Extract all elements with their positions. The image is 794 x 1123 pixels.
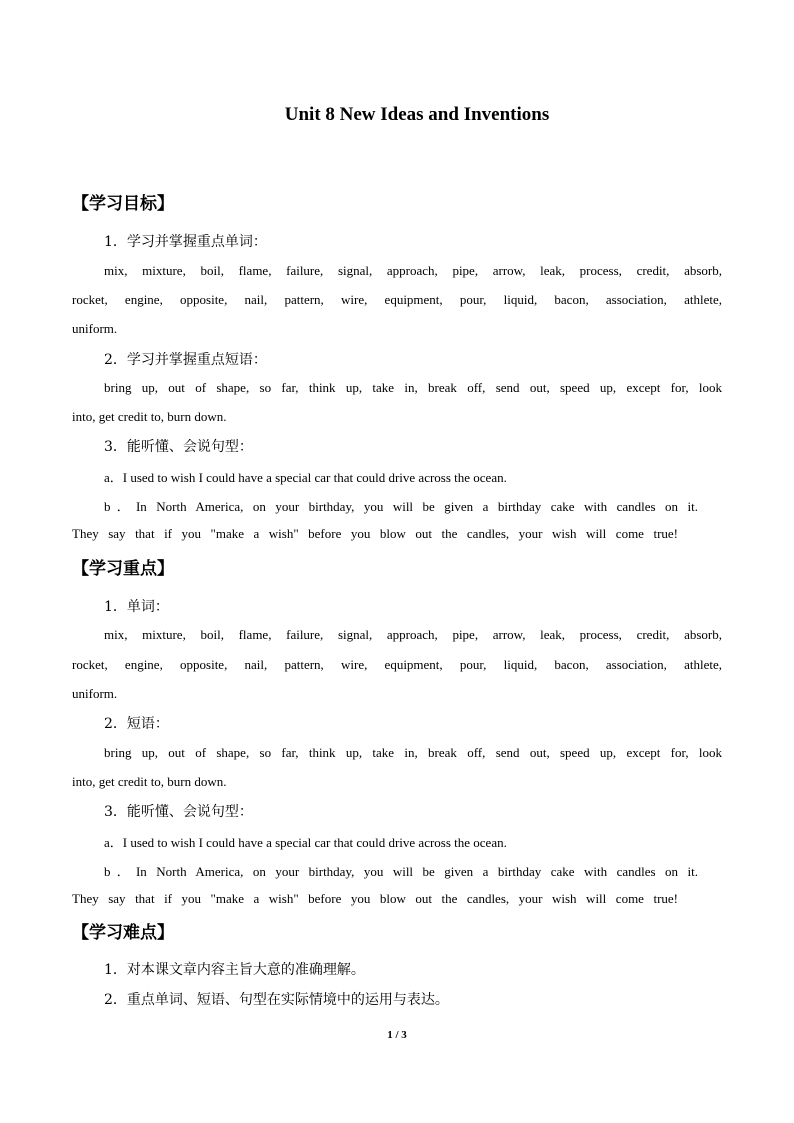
section-heading-key-points: 【学习重点】 bbox=[72, 559, 174, 579]
key-points-sentence-b-line1: b．In North America, on your birthday, you will be given a birthday cake with candles on it. bbox=[104, 864, 698, 879]
objectives-phrases-line2: into, get credit to, burn down. bbox=[72, 409, 227, 424]
objectives-item1-label: 1．学习并掌握重点单词： bbox=[104, 234, 267, 250]
section-heading-objectives: 【学习目标】 bbox=[72, 194, 174, 214]
objectives-words-line3: uniform. bbox=[72, 321, 118, 336]
objectives-phrases-line1: bring up, out of shape, so far, think up, take in, break off, send out, speed up, except for, look bbox=[104, 380, 722, 395]
key-points-item3-label: 3．能听懂、会说句型： bbox=[104, 804, 253, 820]
objectives-words-line2: rocket, engine, opposite, nail, pattern, wire, equipment, pour, liquid, bacon, association, athlete, bbox=[72, 292, 722, 307]
section-heading-difficulties: 【学习难点】 bbox=[72, 923, 174, 943]
objectives-item3-label: 3．能听懂、会说句型： bbox=[104, 439, 253, 455]
key-points-words-line3: uniform. bbox=[72, 686, 118, 701]
objectives-sentence-b-line2: They say that if you "make a wish" before you blow out the candles, your wish will come true! bbox=[72, 526, 678, 541]
difficulties-item2: 2．重点单词、短语、句型在实际情境中的运用与表达。 bbox=[104, 992, 449, 1008]
page-number: 1 / 3 bbox=[387, 1029, 407, 1041]
key-points-phrases-line2: into, get credit to, burn down. bbox=[72, 774, 227, 789]
objectives-words-line1: mix, mixture, boil, flame, failure, signal, approach, pipe, arrow, leak, process, credit, absorb, bbox=[104, 263, 722, 278]
key-points-words-line1: mix, mixture, boil, flame, failure, signal, approach, pipe, arrow, leak, process, credit, absorb, bbox=[104, 627, 722, 642]
key-points-item1-label: 1．单词： bbox=[104, 599, 169, 615]
objectives-item2-label: 2．学习并掌握重点短语： bbox=[104, 352, 267, 368]
key-points-item2-label: 2．短语： bbox=[104, 716, 169, 732]
key-points-words-line2: rocket, engine, opposite, nail, pattern, wire, equipment, pour, liquid, bacon, association, athlete, bbox=[72, 657, 722, 672]
document-title: Unit 8 New Ideas and Inventions bbox=[284, 104, 550, 125]
key-points-phrases-line1: bring up, out of shape, so far, think up, take in, break off, send out, speed up, except for, look bbox=[104, 745, 722, 760]
objectives-sentence-a: a．I used to wish I could have a special car that could drive across the ocean. bbox=[104, 470, 507, 485]
key-points-sentence-b-line2: They say that if you "make a wish" before you blow out the candles, your wish will come true! bbox=[72, 891, 678, 906]
objectives-sentence-b-line1: b．In North America, on your birthday, you will be given a birthday cake with candles on it. bbox=[104, 499, 698, 514]
key-points-sentence-a: a．I used to wish I could have a special car that could drive across the ocean. bbox=[104, 835, 507, 850]
difficulties-item1: 1．对本课文章内容主旨大意的准确理解。 bbox=[104, 962, 365, 978]
